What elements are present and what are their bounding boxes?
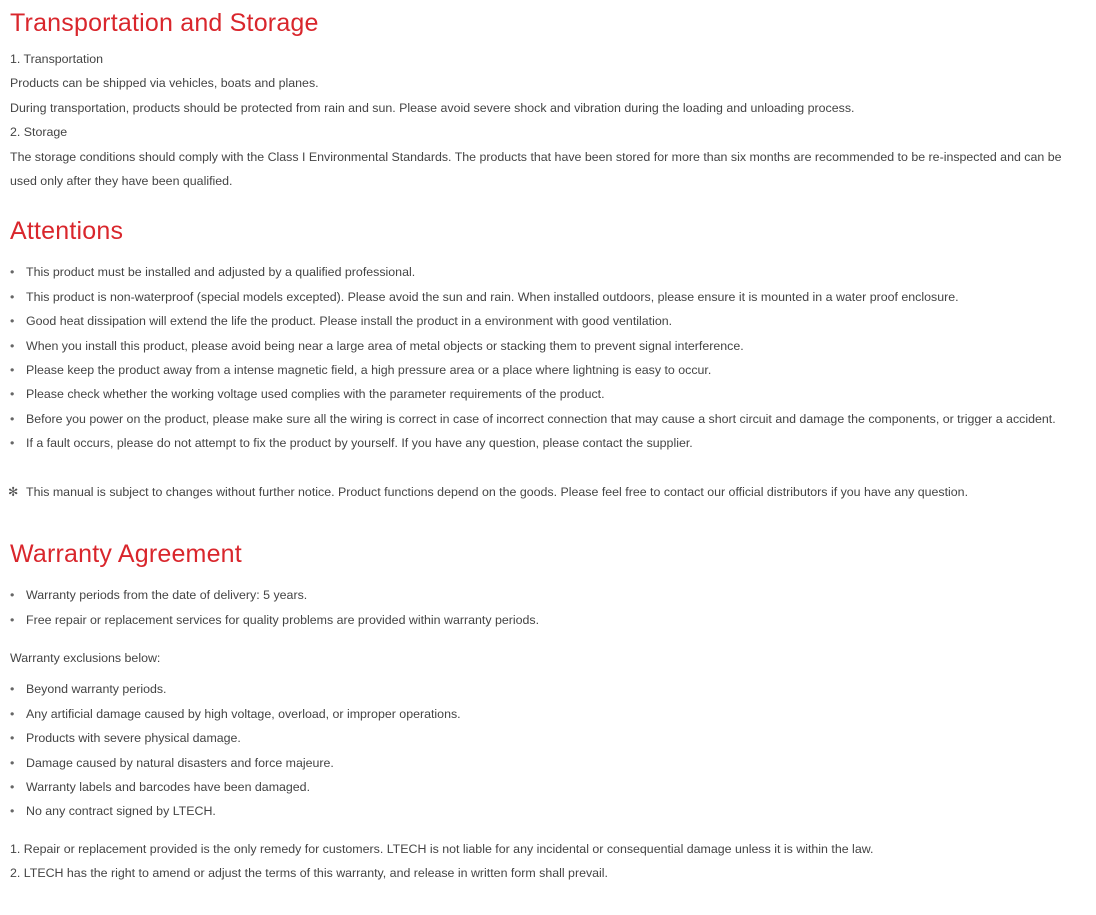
list-item: [10, 407, 1086, 431]
transport-line: Products can be shipped via vehicles, boats and planes.: [10, 76, 319, 91]
list-item-text: Damage caused by natural disasters and force majeure.: [26, 755, 334, 770]
bullet-icon: •: [10, 411, 15, 426]
final-note: 1. Repair or replacement provided is the only remedy for customers. LTECH is not liable for any incidental or consequential damage unless it is within the law.: [10, 841, 874, 856]
list-item-text: This product must be installed and adjusted by a qualified professional.: [26, 265, 416, 280]
list-item-text: If a fault occurs, please do not attempt to fix the product by yourself. If you have any question, please contact the supplier.: [26, 436, 693, 451]
list-item-text: Warranty periods from the date of delivery: 5 years.: [26, 588, 308, 603]
list-item: [10, 799, 1086, 823]
bullet-icon: •: [10, 265, 15, 280]
asterisk-icon: ✻: [8, 484, 19, 499]
final-note: 2. LTECH has the right to amend or adjust the terms of this warranty, and release in written form shall prevail.: [10, 866, 608, 881]
list-item: [10, 260, 1086, 284]
bullet-icon: •: [10, 731, 15, 746]
transport-line: During transportation, products should be protected from rain and sun. Please avoid severe shock and vibration during the loading and unloading process.: [10, 100, 855, 115]
storage-line: The storage conditions should comply with the Class I Environmental Standards. The products that have been stored for more than six months are recommended to be re-inspected and can be used only after they have been qualified.: [10, 149, 1062, 189]
list-item-text: Products with severe physical damage.: [26, 731, 241, 746]
warranty-heading: Warranty Agreement: [10, 540, 242, 569]
list-item: [10, 775, 1086, 799]
bullet-icon: •: [10, 755, 15, 770]
list-item: [10, 358, 1086, 382]
list-item: [10, 285, 1086, 309]
list-item: [10, 751, 1086, 775]
list-item: [10, 702, 1086, 726]
warranty-section: [10, 537, 1086, 885]
storage-subheading: 2. Storage: [10, 125, 68, 140]
attentions-heading: Attentions: [10, 217, 124, 246]
list-item-text: When you install this product, please avoid being near a large area of metal objects or stacking them to prevent signal interference.: [26, 338, 744, 353]
bullet-icon: •: [10, 706, 15, 721]
bullet-icon: •: [10, 338, 15, 353]
transport-heading: Transportation and Storage: [10, 9, 319, 37]
list-item: [10, 431, 1086, 455]
list-item: [10, 334, 1086, 358]
list-item-text: No any contract signed by LTECH.: [26, 804, 216, 819]
attentions-section: [10, 214, 1086, 504]
list-item-text: Please keep the product away from a intense magnetic field, a high pressure area or a place where lightning is easy to occur.: [26, 363, 712, 378]
bullet-icon: •: [10, 289, 15, 304]
list-item-text: Free repair or replacement services for quality problems are provided within warranty periods.: [26, 612, 540, 627]
exclusions-list: [10, 677, 1086, 823]
exclusions-intro: Warranty exclusions below:: [10, 650, 161, 665]
list-item: [10, 677, 1086, 701]
transport-body: [10, 47, 1086, 193]
list-item-text: This product is non-waterproof (special models excepted). Please avoid the sun and rain. When installed outdoors, please ensure it is mounted in a water proof enclosure.: [26, 289, 959, 304]
manual-notice: [10, 480, 1086, 504]
bullet-icon: •: [10, 804, 15, 819]
list-item: [10, 382, 1086, 406]
list-item: [10, 583, 1086, 607]
list-item-text: Beyond warranty periods.: [26, 682, 167, 697]
transport-subheading: 1. Transportation: [10, 52, 103, 66]
bullet-icon: •: [10, 588, 15, 603]
bullet-icon: •: [10, 612, 15, 627]
list-item-text: Before you power on the product, please make sure all the wiring is correct in case of incorrect connection that may cause a short circuit and damage the components, or trigger a accident.: [26, 411, 1056, 426]
bullet-icon: •: [10, 779, 15, 794]
list-item: [10, 309, 1086, 333]
bullet-icon: •: [10, 436, 15, 451]
list-item: [10, 726, 1086, 750]
list-item-text: Warranty labels and barcodes have been damaged.: [26, 779, 311, 794]
manual-notice-text: This manual is subject to changes without further notice. Product functions depend on the goods. Please feel free to contact our official distributors if you have any question.: [26, 484, 969, 499]
attentions-list: [10, 260, 1086, 455]
list-item-text: Good heat dissipation will extend the life the product. Please install the product in a environment with good ventilation.: [26, 314, 673, 329]
warranty-final-notes: [10, 837, 1086, 886]
list-item: [10, 608, 1086, 632]
bullet-icon: •: [10, 363, 15, 378]
bullet-icon: •: [10, 682, 15, 697]
list-item-text: Please check whether the working voltage used complies with the parameter requirements of the product.: [26, 387, 605, 402]
warranty-list: [10, 583, 1086, 632]
transport-section: [10, 6, 1086, 193]
list-item-text: Any artificial damage caused by high voltage, overload, or improper operations.: [26, 706, 461, 721]
bullet-icon: •: [10, 314, 15, 329]
bullet-icon: •: [10, 387, 15, 402]
